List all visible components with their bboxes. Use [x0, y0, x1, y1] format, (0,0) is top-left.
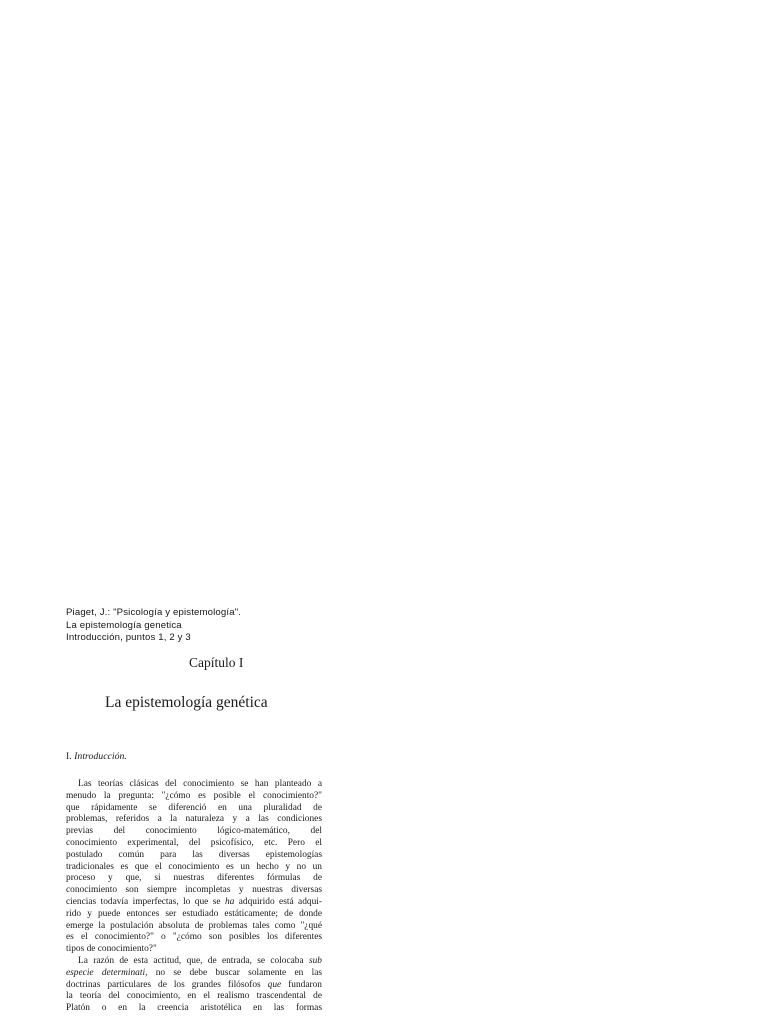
body-line [66, 897, 322, 909]
body-line: problemas, referidos a la naturaleza y a las condiciones [66, 814, 322, 825]
source-reference [66, 607, 241, 645]
body-line: tradicionales es que el conocimiento es un hecho y no un [66, 861, 322, 872]
body-text [66, 779, 322, 1015]
body-italic-run: ha [224, 896, 235, 907]
body-line [66, 980, 322, 992]
body-text-run: doctrinas particulares de los grandes filósofos [66, 979, 268, 990]
body-line [66, 968, 322, 980]
body-line: tipos de conocimiento?" [66, 944, 157, 955]
section-title: Introducción. [74, 751, 127, 762]
body-text-run: fundaron [281, 979, 322, 990]
reference-line-author: Piaget, J.: "Psicología y epistemología". [66, 607, 242, 618]
body-line: es el conocimiento?" o "¿cómo son posibles los diferentes [66, 932, 322, 943]
body-line: menudo la pregunta: "¿cómo es posible el conocimiento?" [66, 790, 322, 801]
chapter-title: La epistemología genética [105, 694, 268, 711]
reference-line-title: La epistemología genetica [66, 619, 182, 631]
body-line: postulado común para las diversas epistemologías [66, 849, 322, 860]
body-line: conocimiento experimental, del psicofísico, etc. Pero el [66, 837, 322, 848]
section-number: I. [66, 751, 72, 762]
body-line: Las teorías clásicas del conocimiento se han planteado a [78, 779, 322, 789]
body-line [66, 956, 322, 968]
section-heading [66, 751, 127, 762]
body-line: que rápidamente se diferenció en una pluralidad de [66, 802, 322, 813]
body-italic-run: sub [308, 955, 322, 966]
body-line: Platón o en la creencia aristotélica en las formas [66, 1003, 322, 1014]
body-text-run: no se debe buscar solamente en las [147, 967, 322, 978]
body-italic-run: que [267, 979, 282, 990]
body-line: conocimiento son siempre incompletas y nuestras diversas [66, 885, 322, 896]
body-line: proceso y que, si nuestras diferentes fórmulas de [66, 873, 322, 884]
body-line: emerge la postulación absoluta de problemas tales como "¿qué [66, 920, 322, 931]
reference-line-sections: Introducción, puntos 1, 2 y 3 [66, 632, 191, 643]
body-line: rido y puede entonces ser estudiado estáticamente; de donde [66, 908, 322, 919]
body-line: la teoría del conocimiento, en el realismo trascendental de [66, 991, 322, 1002]
body-italic-run: especie determinati, [66, 967, 148, 978]
body-line: previas del conocimiento lógico-matemático, del [66, 826, 322, 837]
body-text-run: adquirido está adqui- [234, 896, 322, 907]
body-text-run: La razón de esta actitud, que, de entrada, se colocaba [78, 955, 309, 966]
body-text-run: ciencias todavía imperfectas, lo que se [66, 896, 225, 907]
chapter-label: Capítulo I [189, 655, 244, 670]
